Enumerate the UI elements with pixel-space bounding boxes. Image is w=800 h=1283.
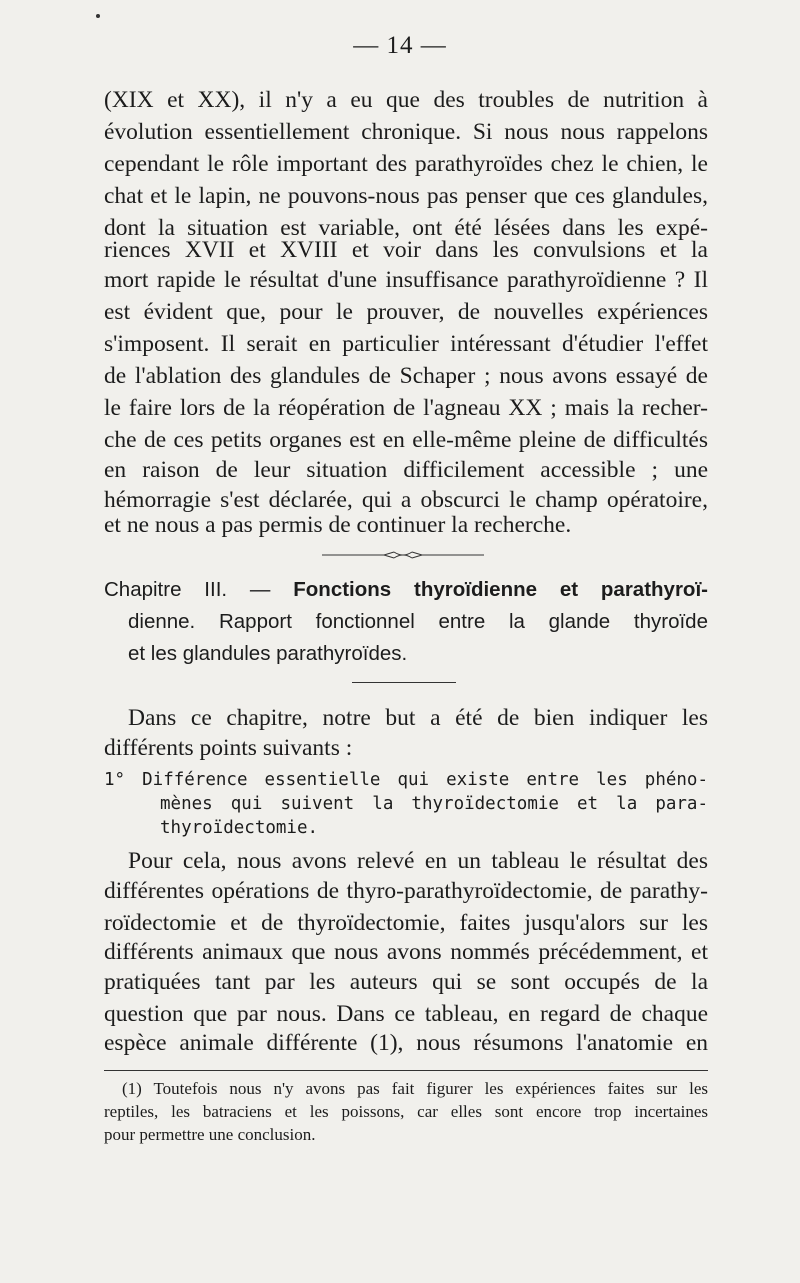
paragraph-line: question que par nous. Dans ce tableau, en regard de chaque xyxy=(104,1001,708,1027)
ink-speck xyxy=(96,14,100,18)
paragraph-line: évolution essentiellement chronique. Si nous nous rappelons xyxy=(104,119,708,145)
footnote-rule xyxy=(104,1070,708,1071)
list-item-line: mènes qui suivent la thyroïdectomie et la para- xyxy=(160,794,708,814)
intro-line: Dans ce chapitre, notre but a été de bien indiquer les xyxy=(128,705,708,731)
footnote-line: reptiles, les batraciens et les poissons, car elles sont encore trop incertaines xyxy=(104,1102,708,1121)
heading-rule xyxy=(352,682,456,683)
paragraph-line: différentes opérations de thyro-parathyroïdectomie, de parathy- xyxy=(104,878,708,904)
paragraph-line: espèce animale différente (1), nous résumons l'anatomie en xyxy=(104,1030,708,1056)
paragraph-line: dont la situation est variable, ont été lésées dans les expé- xyxy=(104,215,708,241)
footnote-line: (1) Toutefois nous n'y avons pas fait figurer les expériences faites sur les xyxy=(122,1079,708,1098)
paragraph-line: chat et le lapin, ne pouvons-nous pas penser que ces glandules, xyxy=(104,183,708,209)
paragraph-line: hémorragie s'est déclarée, qui a obscurci le champ opératoire, xyxy=(104,487,708,513)
paragraph-line: le faire lors de la réopération de l'agneau XX ; mais la recher- xyxy=(104,395,708,421)
paragraph-line: et ne nous a pas permis de continuer la recherche. xyxy=(104,512,572,538)
chapter-heading-line xyxy=(104,574,708,606)
paragraph-line: mort rapide le résultat d'une insuffisance parathyroïdienne ? Il xyxy=(104,267,708,293)
paragraph-line: s'imposent. Il serait en particulier intéressant d'étudier l'effet xyxy=(104,331,708,357)
paragraph-line: che de ces petits organes est en elle-même pleine de difficultés xyxy=(104,427,708,453)
paragraph-line: roïdectomie et de thyroïdectomie, faites jusqu'alors sur les xyxy=(104,910,708,936)
paragraph-line: est évident que, pour le prouver, de nouvelles expériences xyxy=(104,299,708,325)
paragraph-line: riences XVII et XVIII et voir dans les convulsions et la xyxy=(104,237,708,263)
footnote-line: pour permettre une conclusion. xyxy=(104,1125,316,1144)
chapter-title: dienne. Rapport fonctionnel entre la glande thyroïde xyxy=(128,610,708,633)
paragraph-line: de l'ablation des glandules de Schaper ; nous avons essayé de xyxy=(104,363,708,389)
paragraph-line: en raison de leur situation difficilement accessible ; une xyxy=(104,457,708,483)
paragraph-line: (XIX et XX), il n'y a eu que des troubles de nutrition à xyxy=(104,87,708,113)
list-item-line: 1° Différence essentielle qui existe entre les phéno- xyxy=(104,770,708,790)
paragraph-line: Pour cela, nous avons relevé en un tableau le résultat des xyxy=(128,848,708,874)
paragraph-line: cependant le rôle important des parathyroïdes chez le chien, le xyxy=(104,151,708,177)
list-item-line: thyroïdectomie. xyxy=(160,818,319,838)
chapter-label: Chapitre III. — xyxy=(104,578,271,601)
page-number: — 14 — xyxy=(353,32,447,59)
chapter-title: Fonctions thyroïdienne et parathyroï- xyxy=(293,578,708,601)
ornament-separator xyxy=(322,549,484,561)
chapter-title: et les glandules parathyroïdes. xyxy=(128,642,408,665)
paragraph-line: différents animaux que nous avons nommés précédemment, et xyxy=(104,939,708,965)
intro-line: différents points suivants : xyxy=(104,735,353,761)
paragraph-line: pratiquées tant par les auteurs qui se sont occupés de la xyxy=(104,969,708,995)
